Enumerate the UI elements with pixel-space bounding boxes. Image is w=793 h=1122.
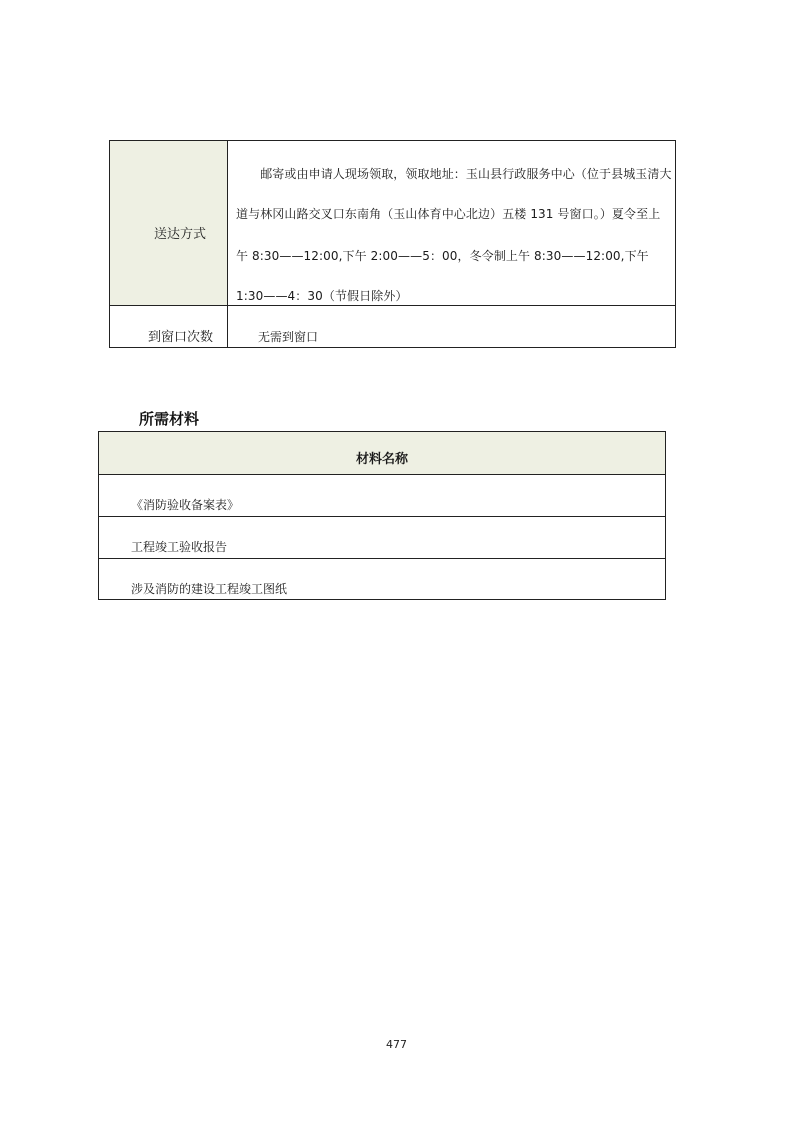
material-item: 工程竣工验收报告 [131, 540, 228, 554]
materials-row [99, 517, 665, 559]
materials-row [99, 475, 665, 517]
delivery-line: 午 8:30——12:00,下午 2:00——5：00，冬令制上午 8:30——12:00,下午 [236, 249, 649, 263]
delivery-line: 1:30——4：30（节假日除外） [236, 289, 408, 303]
materials-row [99, 559, 665, 601]
window-visits-value: 无需到窗口 [258, 330, 319, 344]
window-visits-label-cell [110, 306, 228, 347]
delivery-method-content [228, 141, 675, 305]
delivery-line: 道与林冈山路交叉口东南角（玉山体育中心北边）五楼 131 号窗口。）夏令至上 [236, 207, 661, 221]
info-table [109, 140, 676, 348]
delivery-line: 邮寄或由申请人现场领取，领取地址：玉山县行政服务中心（位于县城玉清大 [236, 167, 672, 181]
window-visits-label: 到窗口次数 [148, 330, 214, 345]
window-visits-content [228, 306, 675, 347]
materials-table-header: 材料名称 [99, 432, 665, 475]
delivery-method-label-cell [110, 141, 228, 305]
delivery-method-row [110, 141, 675, 306]
material-item: 涉及消防的建设工程竣工图纸 [131, 582, 288, 596]
materials-table [98, 431, 666, 600]
page-number: 477 [386, 1038, 407, 1051]
window-visits-row [110, 306, 675, 347]
material-item: 《消防验收备案表》 [131, 498, 240, 512]
materials-section-title: 所需材料 [139, 410, 200, 428]
delivery-method-label: 送达方式 [154, 227, 207, 242]
